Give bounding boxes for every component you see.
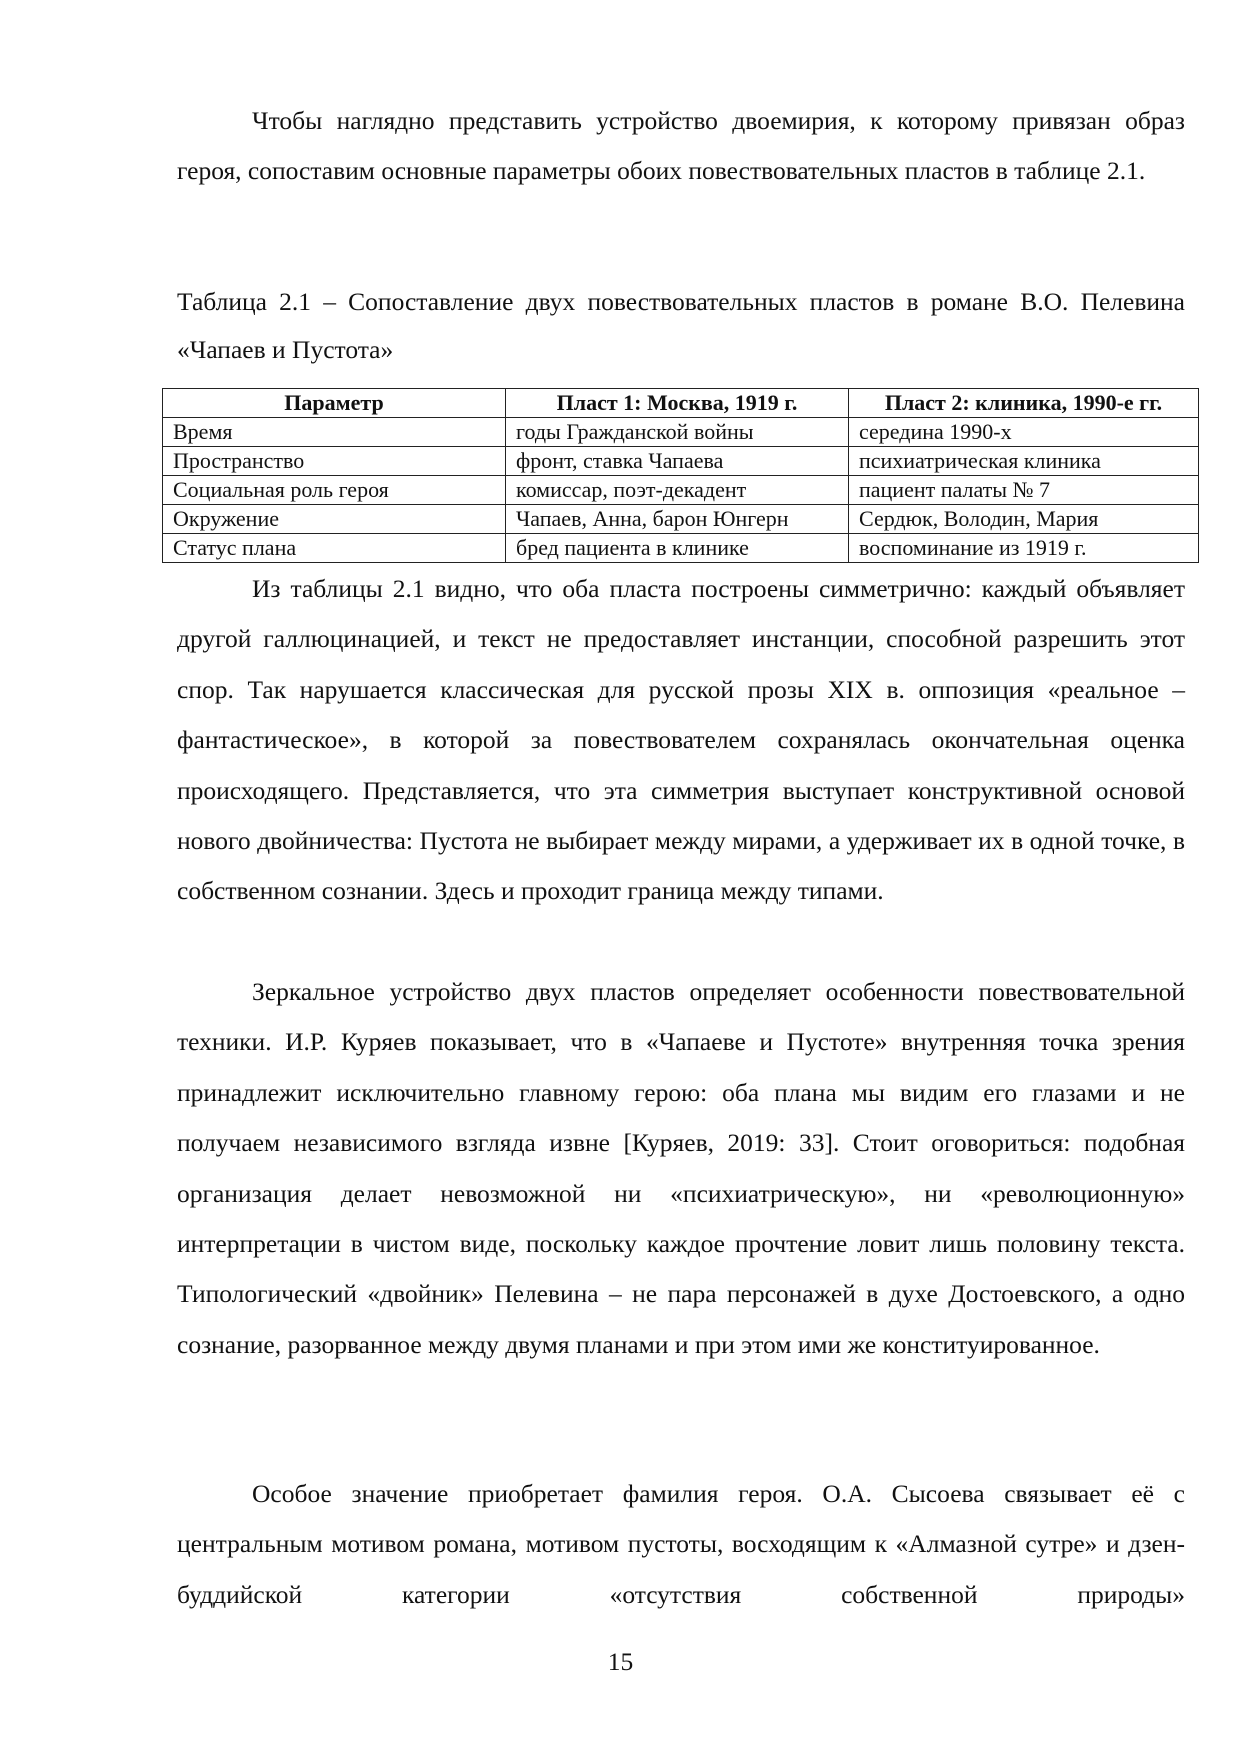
table-header-row: [163, 389, 1199, 418]
table-cell: Пространство: [163, 447, 506, 476]
table-cell: Время: [163, 418, 506, 447]
table-cell: психиатрическая клиника: [849, 447, 1199, 476]
symmetry-paragraph: Из таблицы 2.1 видно, что оба пласта построены симметрично: каждый объявляет другой галлюцинацией, и текст не предоставляет инстанции, способной разрешить этот спор. Так нарушается классическая для русской прозы XIX в. оппозиция «реальное – фантастическое», в которой за повествователем сохранялась окончательная оценка происходящего. Представляется, что эта симметрия выступает конструктивной основой нового двойничества: Пустота не выбирает между мирами, а удерживает их в одной точке, в собственном сознании. Здесь и проходит граница между типами.: [177, 574, 1185, 906]
table-cell: годы Гражданской войны: [506, 418, 849, 447]
table-header-cell: Пласт 2: клиника, 1990-е гг.: [849, 389, 1199, 418]
table-cell: Социальная роль героя: [163, 476, 506, 505]
table-cell: середина 1990-х: [849, 418, 1199, 447]
table-row: [163, 534, 1199, 563]
table-cell: Окружение: [163, 505, 506, 534]
table-header-cell: Параметр: [163, 389, 506, 418]
table-cell: пациент палаты № 7: [849, 476, 1199, 505]
surname-paragraph: Особое значение приобретает фамилия героя. О.А. Сысоева связывает её с центральным мотивом романа, мотивом пустоты, восходящим к «Алмазной сутре» и дзен-буддийской категории «отсутствия собственной природы»: [177, 1479, 1185, 1609]
table-header-cell: Пласт 1: Москва, 1919 г.: [506, 389, 849, 418]
table-caption: Таблица 2.1 – Сопоставление двух повествовательных пластов в романе В.О. Пелевина «Чапаев и Пустота»: [177, 287, 1185, 364]
table-row: [163, 476, 1199, 505]
table-cell: Сердюк, Володин, Мария: [849, 505, 1199, 534]
page-number: 15: [607, 1647, 634, 1676]
table-cell: комиссар, поэт-декадент: [506, 476, 849, 505]
table-cell: Статус плана: [163, 534, 506, 563]
table-cell: воспоминание из 1919 г.: [849, 534, 1199, 563]
table-row: [163, 447, 1199, 476]
table-row: [163, 505, 1199, 534]
table-cell: Чапаев, Анна, барон Юнгерн: [506, 505, 849, 534]
mirror-paragraph: Зеркальное устройство двух пластов определяет особенности повествовательной техники. И.Р. Куряев показывает, что в «Чапаеве и Пустоте» внутренняя точка зрения принадлежит исключительно главному герою: оба плана мы видим его глазами и не получаем независимого взгляда извне [Куряев, 2019: 33]. Стоит оговориться: подобная организация делает невозможной ни «психиатрическую», ни «революционную» интерпретации в чистом виде, поскольку каждое прочтение ловит лишь половину текста. Типологический «двойник» Пелевина – не пара персонажей в духе Достоевского, а одно сознание, разорванное между двумя планами и при этом ими же конституированное.: [177, 977, 1185, 1359]
table-cell: бред пациента в клинике: [506, 534, 849, 563]
table-row: [163, 418, 1199, 447]
intro-paragraph: Чтобы наглядно представить устройство двоемирия, к которому привязан образ героя, сопоставим основные параметры обоих повествовательных пластов в таблице 2.1.: [177, 106, 1185, 186]
table-cell: фронт, ставка Чапаева: [506, 447, 849, 476]
comparison-table: [162, 388, 1199, 563]
